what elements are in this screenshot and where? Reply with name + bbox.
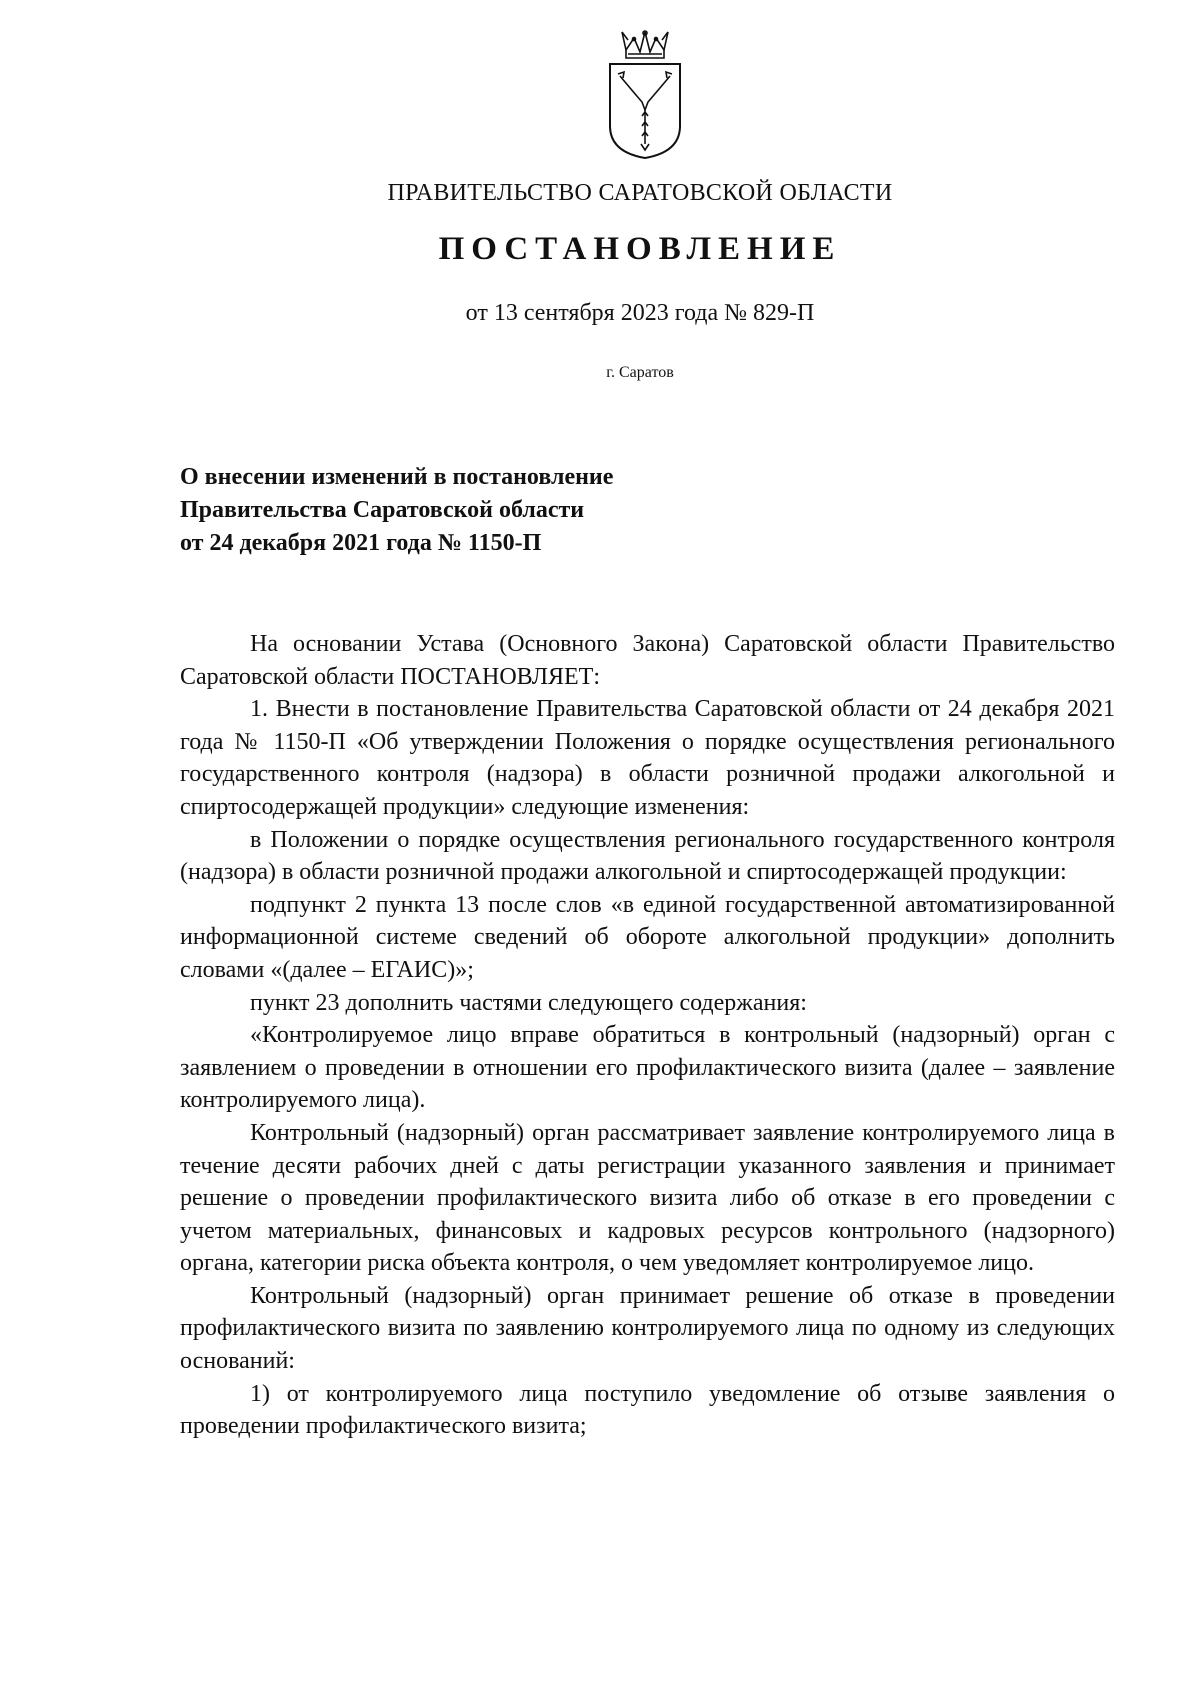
document-title-line: от 24 декабря 2021 года № 1150-П — [180, 530, 542, 556]
government-name: ПРАВИТЕЛЬСТВО САРАТОВСКОЙ ОБЛАСТИ — [387, 180, 893, 206]
body-paragraph: в Положении о порядке осуществления регионального государственного контроля (надзора) в области розничной продажи алкогольной и спиртосодержащей продукции: — [180, 826, 1115, 886]
body-paragraph: 1. Внести в постановление Правительства Саратовской области от 24 декабря 2021 года № 1150-П «Об утверждении Положения о порядке осуществления регионального государственного контроля (надзора) в области розничной продажи алкогольной и спиртосодержащей продукции» следующие изменения: — [180, 696, 1115, 820]
document-city: г. Саратов — [606, 364, 674, 381]
document-date-number: от 13 сентября 2023 года № 829-П — [465, 300, 815, 326]
document-title-line: О внесении изменений в постановление — [180, 464, 614, 490]
body-paragraph: 1) от контролируемого лица поступило уведомление об отзыве заявления о проведении профилактического визита; — [180, 1380, 1115, 1440]
body-paragraph: пункт 23 дополнить частями следующего содержания: — [250, 989, 807, 1016]
document-title-line: Правительства Саратовской области — [180, 497, 585, 523]
body-paragraph: На основании Устава (Основного Закона) Саратовской области Правительство Саратовской области ПОСТАНОВЛЯЕТ: — [180, 631, 1115, 690]
body-paragraph: Контрольный (надзорный) орган принимает решение об отказе в проведении профилактического визита по заявлению контролируемого лица по одному из следующих оснований: — [180, 1282, 1115, 1375]
body-paragraph: подпункт 2 пункта 13 после слов «в единой государственной автоматизированной информационной системе сведений об обороте алкогольной продукции» дополнить словами «(далее – ЕГАИС)»; — [180, 891, 1115, 983]
document-type-heading: ПОСТАНОВЛЕНИЕ — [438, 231, 842, 267]
body-paragraph: Контрольный (надзорный) орган рассматривает заявление контролируемого лица в течение десяти рабочих дней с даты регистрации указанного заявления и принимает решение о проведении профилактического визита либо об отказе в его проведении с учетом материальных, финансовых и кадровых ресурсов контрольного (надзорного) органа, категории риска объекта контроля, о чем уведомляет контролируемое лицо. — [180, 1119, 1115, 1277]
body-paragraph: «Контролируемое лицо вправе обратиться в контрольный (надзорный) орган с заявлением о проведении в отношении его профилактического визита (далее – заявление контролируемого лица). — [180, 1022, 1115, 1114]
document-body — [180, 628, 1115, 1443]
document-title — [180, 461, 613, 560]
coat-of-arms-emblem — [604, 30, 686, 160]
